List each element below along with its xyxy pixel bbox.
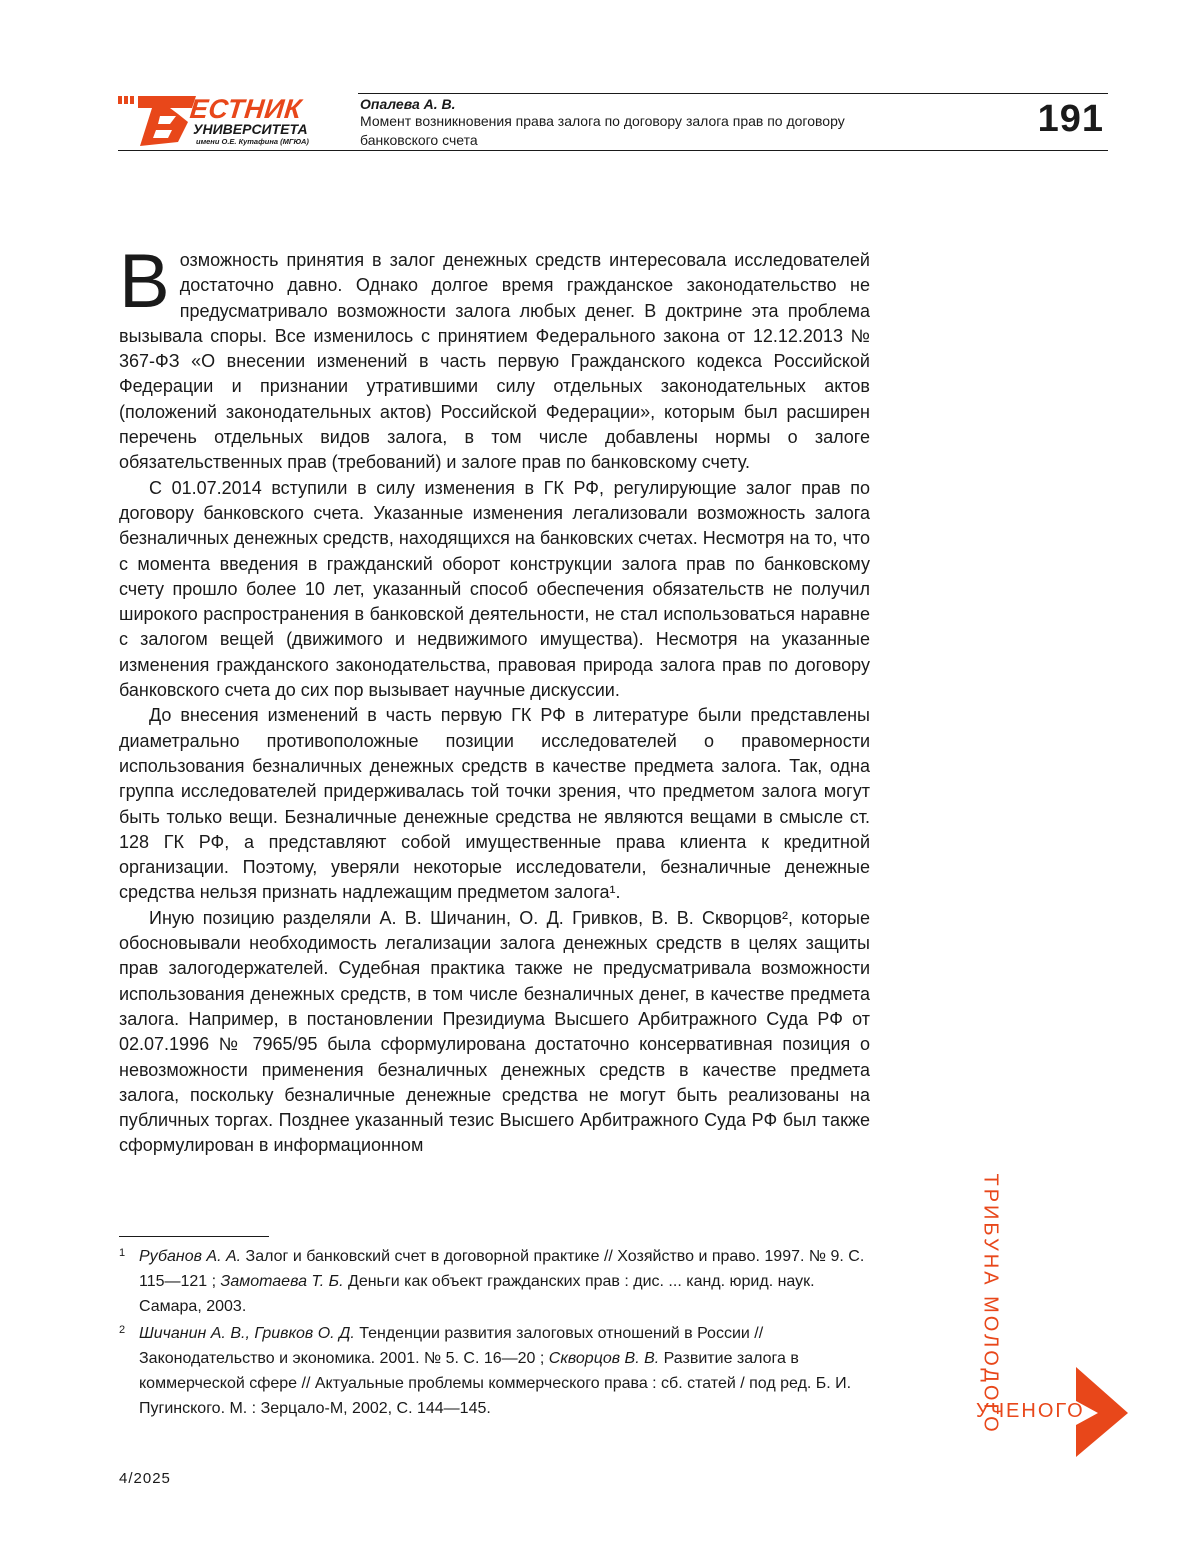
footnote-text: Шичанин А. В., Гривков О. Д. Тенденции развития залоговых отношений в России //Законодательство и экономика. 2001. № 5. С. 16—20 ; Скворцов В. В. Развитие залога в коммерческой сфере // Актуальные проблемы коммерческого права : сб. статей / под ред. Б. И. Пугинского. М. : Зерцало-М, 2002, С. 144—145. xyxy=(139,1321,870,1421)
footnote xyxy=(119,1321,870,1421)
logo-subtitle: УНИВЕРСИТЕТА xyxy=(193,121,308,137)
logo-caption: имени О.Е. Кутафина (МГЮА) xyxy=(196,137,309,146)
footnote xyxy=(119,1244,870,1319)
logo-title: ЕСТНИК xyxy=(188,94,303,125)
article-body xyxy=(119,248,870,1159)
header-rule-bottom xyxy=(118,150,1108,151)
footnotes xyxy=(119,1244,870,1423)
header-author: Опалева А. В. xyxy=(360,96,456,112)
header-article-title: Момент возникновения права залога по договору залога прав по договору банковского счета xyxy=(360,112,880,150)
section-rubric xyxy=(970,1162,1130,1462)
rubric-vertical-text: ТРИБУНА МОЛОДОГО xyxy=(979,1174,1002,1410)
paragraph: Иную позицию разделяли А. В. Шичанин, О. Д. Гривков, В. В. Скворцов², которые обосновывали необходимость легализации залога денежных средств в целях защиты прав залогодержателей. Судебная практика также не предусматривала возможности использования денежных средств, в том числе безналичных денег, в качестве предмета залога. Например, в постановлении Президиума Высшего Арбитражного Суда РФ от 02.07.1996 № 7965/95 была сформулирована достаточно консервативная позиция о невозможности применения безналичных денежных средств в качестве предмета залога, поскольку безналичные денежные средства не могут быть реализованы на публичных торгах. Позднее указанный тезис Высшего Арбитражного Суда РФ был также сформулирован в информационном xyxy=(119,906,870,1159)
header-rule-top xyxy=(358,93,1108,94)
rubric-horizontal-text: УЧЕНОГО xyxy=(976,1400,1085,1423)
footnote-number: 1 xyxy=(119,1244,139,1319)
issue-number: 4/2025 xyxy=(119,1470,171,1487)
paragraph: В озможность принятия в залог денежных средств интересовала исследователей достаточно давно. Однако долгое время гражданское законодательство не предусматривало возможности залога любых денег. В доктрине эта проблема вызывала споры. Все изменилось с принятием Федерального закона от 12.12.2013 № 367-ФЗ «О внесении изменений в часть первую Гражданского кодекса Российской Федерации и признании утратившими силу отдельных законодательных актов (положений законодательных актов) Российской Федерации», которым был расширен перечень отдельных видов залога, в том числе добавлены нормы о залоге обязательственных прав (требований) и залоге прав по банковскому счету. xyxy=(119,248,870,476)
drop-cap: В xyxy=(119,251,170,313)
journal-logo xyxy=(118,92,328,150)
paragraph: До внесения изменений в часть первую ГК РФ в литературе были представлены диаметрально противоположные позиции исследователей о правомерности использования безналичных денежных средств в качестве предмета залога. Так, одна группа исследователей придерживалась той точки зрения, что предметом залога могут быть только вещи. Безналичные денежные средства не являются вещами в смысле ст. 128 ГК РФ, а представляют собой имущественные права клиента к кредитной организации. Поэтому, уверяли некоторые исследователи, безналичные денежные средства нельзя признать надлежащим предметом залога¹. xyxy=(119,703,870,905)
arrow-right-icon xyxy=(1072,1367,1130,1457)
footnote-separator xyxy=(119,1236,269,1237)
footnote-number: 2 xyxy=(119,1321,139,1421)
page-number: 191 xyxy=(1038,98,1104,141)
footnote-text: Рубанов А. А. Залог и банковский счет в договорной практике // Хозяйство и право. 1997. № 9. С. 115—121 ; Замотаева Т. Б. Деньги как объект гражданских прав : дис. ... канд. юрид. наук. Самара, 2003. xyxy=(139,1244,870,1319)
paragraph: С 01.07.2014 вступили в силу изменения в ГК РФ, регулирующие залог прав по договору банковского счета. Указанные изменения легализовали возможность залога безналичных денежных средств, находящихся на банковских счетах. Несмотря на то, что с момента введения в гражданский оборот конструкции залога прав по банковскому счету прошло более 10 лет, указанный способ обеспечения обязательств не получил широкого распространения в банковской деятельности, не стал использоваться наравне с залогом вещей (движимого и недвижимого имущества). Несмотря на указанные изменения гражданского законодательства, правовая природа залога прав по договору банковского счета до сих пор вызывает научные дискуссии. xyxy=(119,476,870,704)
